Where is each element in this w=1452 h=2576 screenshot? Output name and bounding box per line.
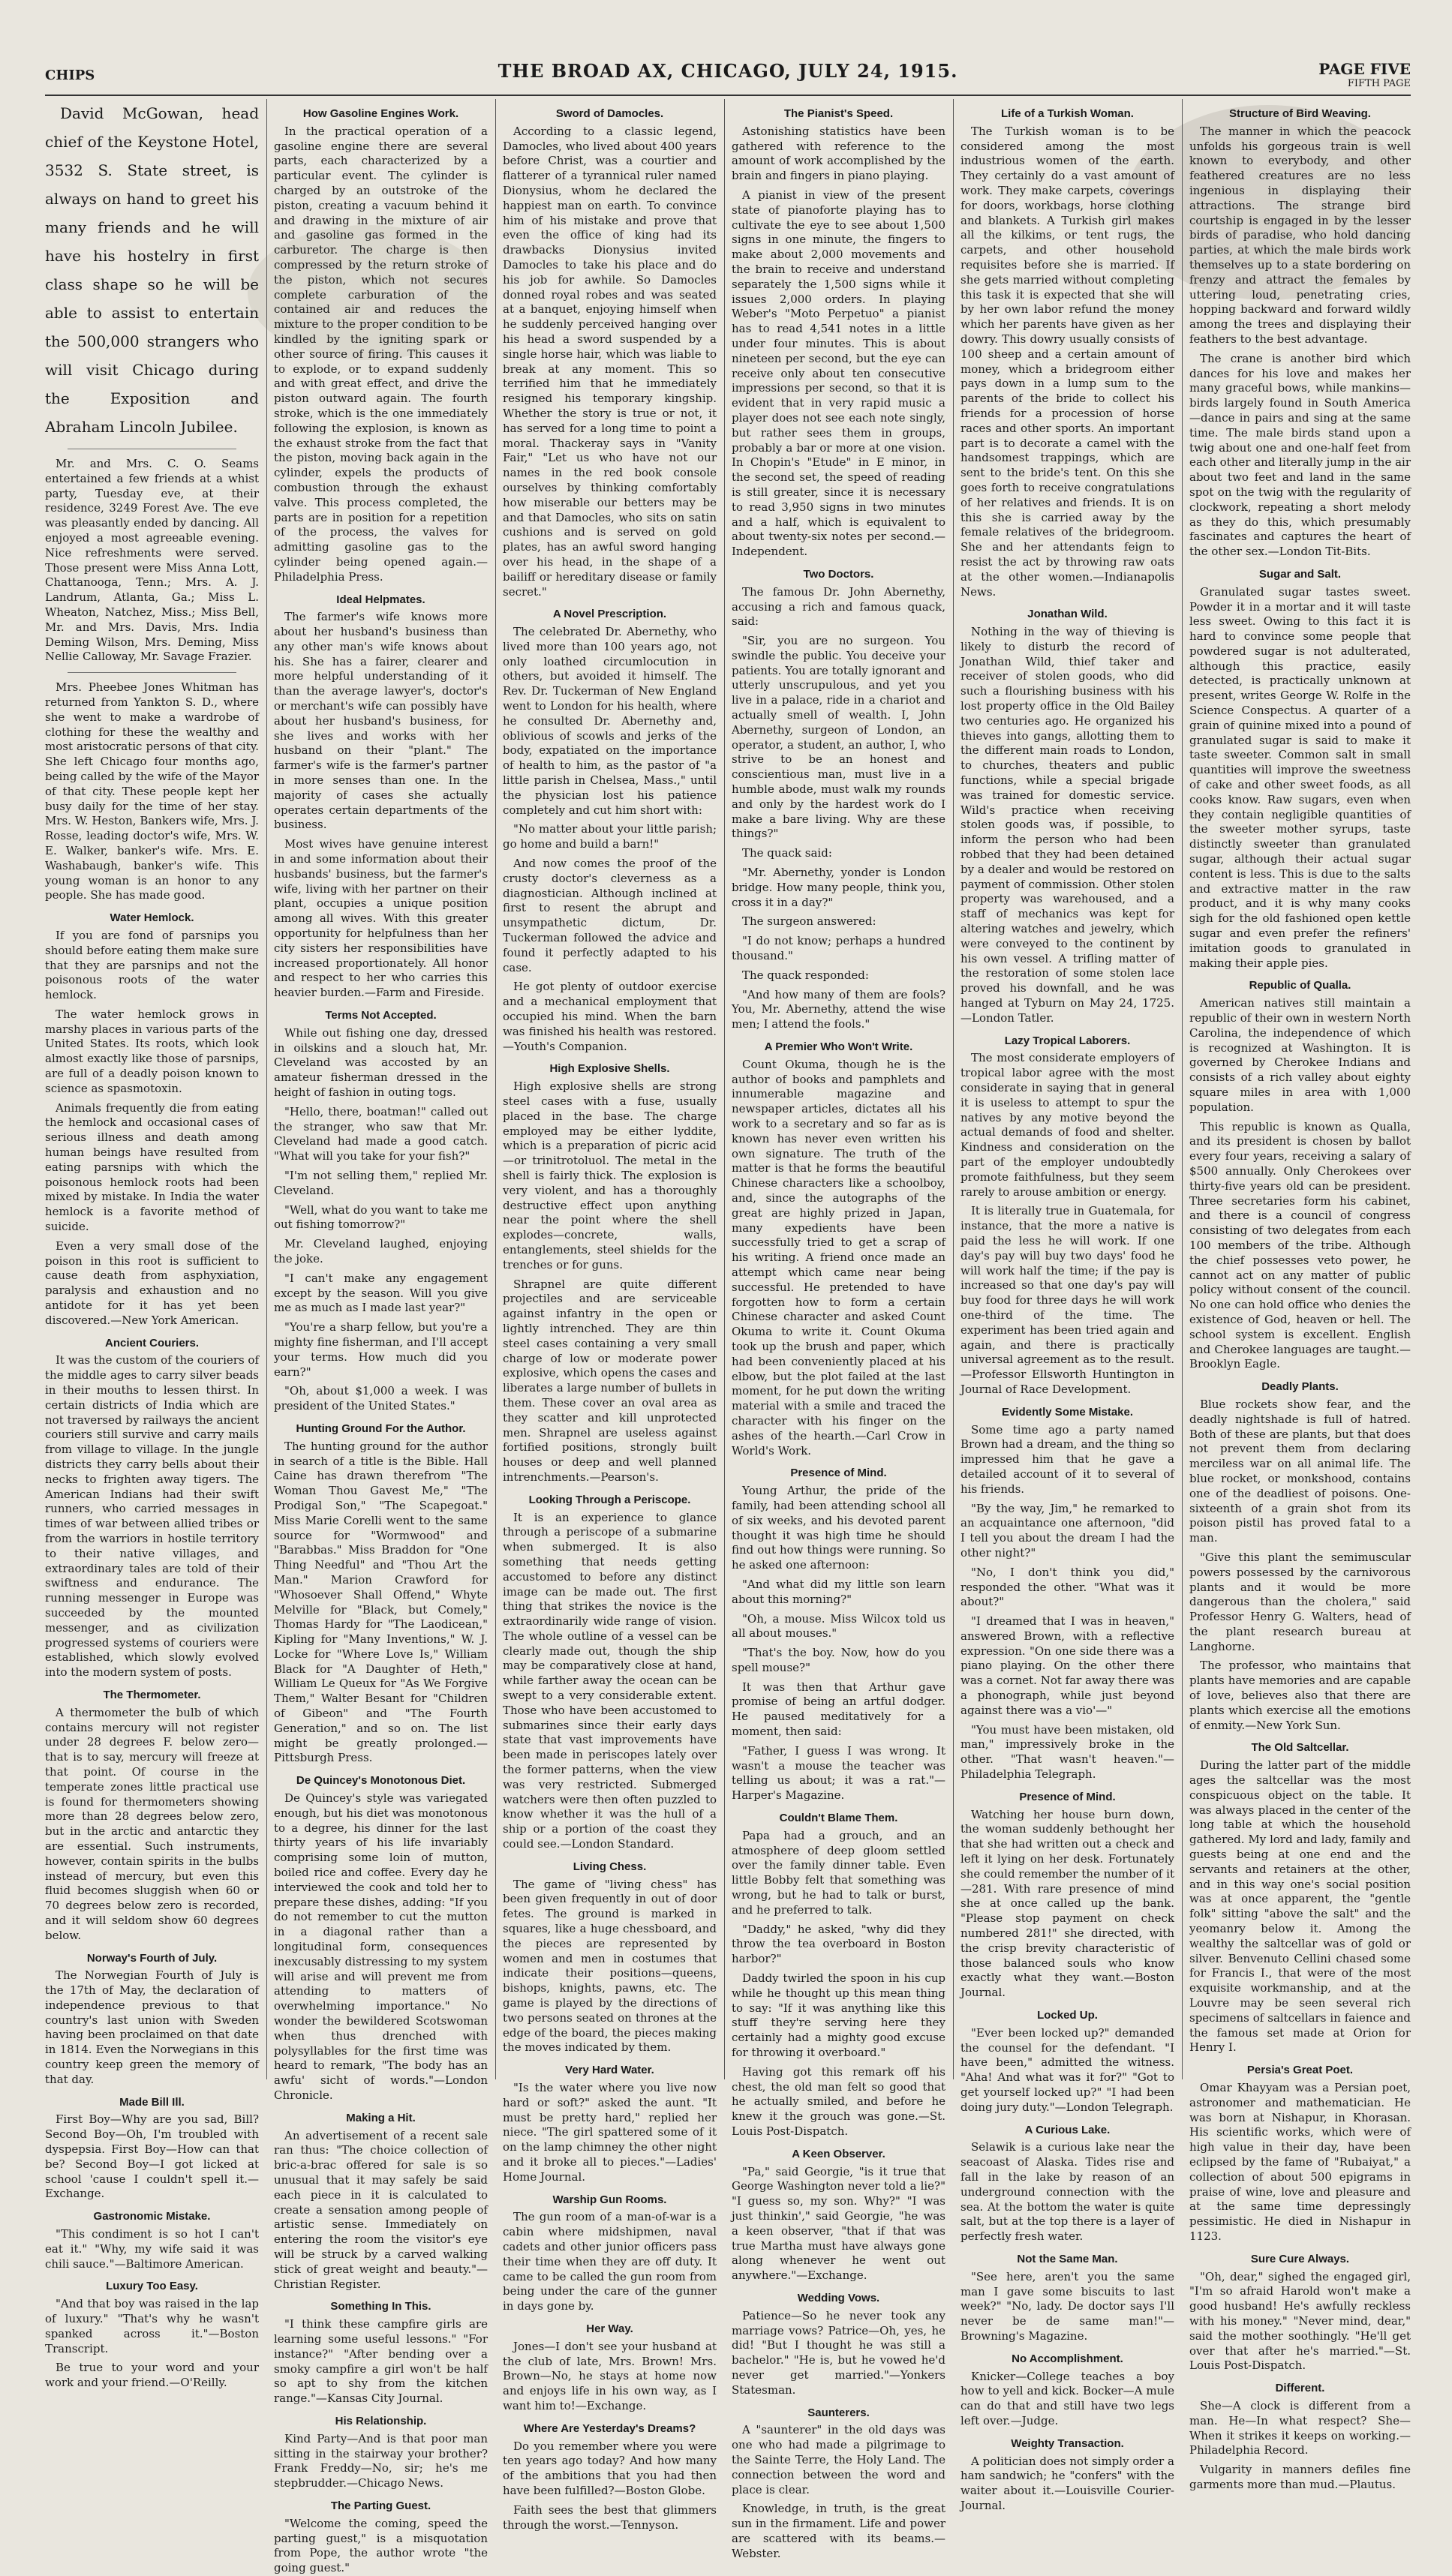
article-paragraph: The manner in which the peacock unfolds his gorgeous train is well known to everybody, and other feathered creatures are no less ingenious in displaying their attractions. The strange bird courtship is engaged in by the lesser birds of paradise, who hold dancing parties, at which the male birds work themselves up to a state bordering on frenzy and attract the females by uttering loud, penetrating cries, hopping backward and forward wildly among the trees and displaying their feathers to the best advantage. [1189, 124, 1411, 346]
article-headline: Water Hemlock. [110, 911, 194, 925]
article-headline: Hunting Ground For the Author. [296, 1422, 466, 1435]
article-paragraph: The Norwegian Fourth of July is the 17th of May, the declaration of independence previous to that country's last union with Sweden having been proclaimed on that date in 1814. Even the Norwegians in this country keep green the memory of that day. [45, 1968, 259, 2086]
section-rule [68, 672, 236, 673]
article-headline: Very Hard Water. [565, 2064, 654, 2077]
article-headline: The Thermometer. [103, 1688, 201, 1701]
article-paragraph: Omar Khayyam was a Persian poet, astronomer and mathematician. He was born at Nishapur, in Khorasan. His scientific works, which were of high value in their day, have been eclipsed by the fame of "Rubaiyat," a collection of about 500 epigrams in praise of wine, love and pleasure and at the same time depressingly pessimistic. He died in Nishapur in 1123. [1189, 2081, 1411, 2243]
page-sub-label: FIFTH PAGE [1347, 78, 1411, 89]
article-paragraph: Blue rockets show fear, and the deadly nightshade is full of hatred. Both of these are plants, but that does not prevent them from declaring merciless war on all animal life. The blue rocket, or monkshood, contains one of the deadliest of poisons. One-sixteenth of a grain shot from its poison pistil has proved fatal to a man. [1189, 1397, 1411, 1545]
article-paragraph: Selawik is a curious lake near the seacoast of Alaska. Tides rise and fall in the lake by reason of an underground connection with the sea. At the bottom the water is quite salt, but at the top there is a layer of perfectly fresh water. [960, 2140, 1174, 2244]
article-paragraph: Be true to your word and your work and your friend.—O'Reilly. [45, 2361, 259, 2390]
article-headline: Ideal Helpmates. [336, 593, 425, 606]
article-paragraph: "Mr. Abernethy, yonder is London bridge. How many people, think you, cross it in a day?" [732, 866, 945, 909]
article-headline: How Gasoline Engines Work. [302, 107, 459, 120]
article-paragraph: "Welcome the coming, speed the parting guest," is a misquotation from Pope, the author wrote "the going guest." [274, 2516, 488, 2575]
article-paragraph: The quack responded: [742, 968, 869, 982]
article-paragraph: Knicker—College teaches a boy how to yell and kick. Bocker—A mule can do that and still have two legs left over.—Judge. [960, 2369, 1174, 2427]
article-headline: A Curious Lake. [1024, 2123, 1111, 2136]
article-paragraph: During the latter part of the middle ages the saltcellar was the most conspicuous object on the table. It was always placed in the center of the long table at which the household gathered. My lord and lady, family and guests being at one end and the servants and retainers at the other, and in this way one's social position was at once apparent, the "gentle folk" sitting "above the salt" and the yeomanry below it. Among the wealthy the saltcellar was of gold or silver. Benvenuto Cellini chased some for Francis I., that were of the most exquisite workmanship, and at the Louvre may be seen several rich specimens of saltcellars in faience and the famous set made at Orion for Henry I. [1189, 1758, 1411, 2055]
article-paragraph: If you are fond of parsnips you should before eating them make sure that they are parsnips and not the poisonous roots of the water hemlock. [45, 928, 259, 1002]
column-3 [503, 99, 717, 2532]
columns [45, 99, 1411, 2575]
article-headline: Made Bill Ill. [119, 2095, 185, 2109]
article-paragraph: A "saunterer" in the old days was one who had made a pilgrimage to the Sainte Terre, the Holy Land. The connection between the word and place is clear. [732, 2423, 945, 2496]
article-paragraph: "You must have been mistaken, old man," impressively broke in the other. "That wasn't heaven."—Philadelphia Telegraph. [960, 1722, 1174, 1782]
article-headline: Her Way. [586, 2322, 633, 2335]
article-headline: The Pianist's Speed. [783, 107, 894, 120]
article-paragraph: The most considerate employers of tropical labor agree with the most considerate in saying that in general it is useless to attempt to spur the natives by any motive beyond the actual demands of food and shelter. Kindness and consideration on the part of the employer undoubtedly promote faithfulness, but they seem rarely to arouse ambition or energy. [960, 1051, 1174, 1199]
article-headline: A Premier Who Won't Write. [764, 1040, 913, 1054]
article-paragraph: American natives still maintain a republic of their own in western North Carolina, the independence of which is recognized at Washington. It is governed by Cherokee Indians and consists of a rich valley about eighty square miles in area with 1,000 population. [1189, 996, 1411, 1114]
article-headline: Living Chess. [573, 1860, 647, 1873]
article-paragraph: An advertisement of a recent sale ran thus: "The choice collection of bric-a-brac offered for sale is so unusual that it may safely be said each piece in it is calculated to create a sensation among people of artistic sense. Immediately on entering the room the visitor's eye will be struck by a carved walking stick of great weight and beauty."—Christian Register. [274, 2128, 488, 2291]
article-paragraph: She—A clock is different from a man. He—In what respect? She—When it strikes it keeps on working.—Philadelphia Record. [1189, 2398, 1411, 2457]
article-headline: Sure Cure Always. [1250, 2252, 1350, 2265]
article-paragraph: The game of "living chess" has been given frequently in out of door fetes. The ground is marked in squares, like a huge chessboard, and the pieces are represented by women and men in costumes that indicate their positions—queens, bishops, knights, pawns, etc. The game is played by the directions of two persons seated on thrones at the edge of the board, the pieces making the moves indicated by them. [503, 1877, 717, 2055]
article-paragraph: Most wives have genuine interest in and some information about their husbands' business, but the farmer's wife, living with her partner on their plant, occupies a unique position among all wives. With this greater opportunity for helpfulness than her city sisters her responsibilities have increased proportionately. All honor and respect to her who carries this heavier burden.—Farm and Fireside. [274, 837, 488, 1000]
article-paragraph: Do you remember where you were ten years ago today? And how many of the ambitions that you had then have been fulfilled?—Boston Globe. [503, 2439, 717, 2497]
article-paragraph: "Daddy," he asked, "why did they throw the tea overboard in Boston harbor?" [732, 1922, 945, 1966]
article-paragraph: "I think these campfire girls are learning some useful lessons." "For instance?" "After bending over a smoky campfire a girl won't be half so apt to shy from the kitchen range."—Kansas City Journal. [274, 2317, 488, 2406]
article-headline: Persia's Great Poet. [1246, 2064, 1354, 2077]
article-paragraph: Animals frequently die from eating the hemlock and occasional cases of serious illness and death among human beings have resulted from eating parsnips with which the poisonous hemlock roots had been mixed by mistake. In India the water hemlock is a favorite method of suicide. [45, 1100, 259, 1234]
article-paragraph: Astonishing statistics have been gathered with reference to the amount of work accomplished by the brain and fingers in piano playing. [732, 124, 945, 183]
article-paragraph: "Is the water where you live now hard or soft?" asked the aunt. "It must be pretty hard," replied her niece. "The girl spattered some of it on the lamp chimney the other night and it broke all to pieces."—Ladies' Home Journal. [503, 2081, 717, 2184]
article-paragraph: "By the way, Jim," he remarked to an acquaintance one afternoon, "did I tell you about the dream I had the other night?" [960, 1501, 1174, 1560]
article-headline: Republic of Qualla. [1249, 979, 1351, 992]
article-headline: Norway's Fourth of July. [86, 1951, 218, 1965]
article-headline: De Quincey's Monotonous Diet. [296, 1774, 466, 1788]
article-paragraph: It was the custom of the couriers of the middle ages to carry silver beads in their mouths to lessen thirst. In certain districts of India which are not traversed by railways the ancient couriers still survive and carry mails from village to village. In the jungle districts they carry bells about their necks to frighten away tigers. The American Indians had their swift runners, who carried messages in times of war between allied tribes or from the warriors in hostile territory to their native villages, and extraordinary tales are told of their swiftness and endurance. The running messenger in Europe was succeeded by the mounted messenger, and as civilization progressed systems of couriers were established, which slowly evolved into the modern system of posts. [45, 1353, 259, 1680]
article-headline: A Keen Observer. [792, 2147, 885, 2160]
page-header [45, 54, 1411, 92]
article-paragraph: Nothing in the way of thieving is likely to disturb the record of Jonathan Wild, thief taker and receiver of stolen goods, who did such a flourishing business with his lost property office in the Old Bailey two centuries ago. He organized his thieves into gangs, allotting them to the different main roads to London, to churches, theaters and public functions, while a special brigade was trained for domestic service. Wild's practice when receiving stolen goods was, if possible, to inform the person who had been robbed that they had been detained by a dealer and would be restored on payment of commission. Other stolen property was warehoused, and a staff of mechanics was kept for altering watches and jewelry, which were conveyed to the continent by his own vessel. A trifling matter of the restoration of some stolen lace proved his downfall, and he was hanged at Tyburn on May 24, 1725.—London Tatler. [960, 625, 1174, 1025]
article-paragraph: De Quincey's style was variegated enough, but his diet was monotonous to a degree, his dinner for the last thirty years of his life invariably comprising some loin of mutton, boiled rice and coffee. Every day he interviewed the cook and told her to prepare these dishes, adding: "If you do not remember to cut the mutton in a diagonal rather than a longitudinal form, consequences inexcusably distressing to my system will arise and will prevent me from attending to matters of overwhelming importance." No wonder the bewildered Scotswoman when thus drenched with polysyllables for the first time was heard to remark, "The body has an awfu' sicht of words."—London Chronicle. [274, 1791, 488, 2102]
article-paragraph: Mr. and Mrs. C. O. Seams entertained a few friends at a whist party, Tuesday eve, at their residence, 3249 Forest Ave. The eve was pleasantly ended by dancing. All enjoyed a most agreeable evening. Nice refreshments were served. Those present were Miss Anna Lott, Chattanooga, Tenn.; Mrs. A. J. Landrum, Atlanta, Ga.; Miss L. Wheaton, Natchez, Miss.; Miss Bell, Mr. and Mrs. Davis, Mrs. India Deming Wilson, Mrs. Deming, Miss Nellie Calloway, Mr. Savage Frazier. [45, 457, 259, 664]
article-headline: Luxury Too Easy. [106, 2280, 198, 2293]
article-paragraph: According to a classic legend, Damocles, who lived about 400 years before Christ, was a courtier and flatterer of a tyrannical ruler named Dionysius, whom he declared the happiest man on earth. To convince him of his mistake and prove that even the office of king had its drawbacks Dionysius invited Damocles to take his place and do his job for awhile. So Damocles donned royal robes and was seated at a banquet, enjoying himself when he suddenly perceived hanging over his head a sword suspended by a single horse hair, which was liable to break at any moment. This so terrified him that he immediately resigned his temporary kingship. Whether the story is true or not, it has served for a long time to point a moral. Thackeray says in "Vanity Fair," "Let us who have not our names in the red book console ourselves by thinking comfortably how miserable our betters may be and that Damocles, who sits on satin cushions and is served on gold plates, has an awful sword hanging over his head, in the shape of a bailiff or hereditary disease or family secret." [503, 124, 717, 599]
article-paragraph: Granulated sugar tastes sweet. Powder it in a mortar and it will taste less sweet. Owing to this fact it is hard to convince some people that powdered sugar is not adulterated, although this practice, easily detected, is practically unknown at present, writes George W. Rolfe in the Science Conspectus. A quarter of a grain of quinine mixed into a pound of granulated sugar is said to make it taste sweeter. Common salt in small quantities will improve the sweetness of cake and other sweet foods, as all cooks know. Raw sugars, even when they contain negligible quantities of the sweeter mother syrups, taste distinctly sweeter than granulated sugar, although their actual sugar content is less. This is due to the salts and extractive matter in the raw product, and it is why many cooks sigh for the old fashioned open kettle sugar and even prefer the refiners' imitation goods to granulated in making their apple pies. [1189, 584, 1411, 970]
article-headline: A Novel Prescription. [552, 608, 667, 621]
article-paragraph: Jones—I don't see your husband at the club of late, Mrs. Brown! Mrs. Brown—No, he stays at home now and enjoys life in his own way, as I want him to!—Exchange. [503, 2339, 717, 2412]
article-headline: Ancient Couriers. [104, 1336, 200, 1350]
article-headline: No Accomplishment. [1012, 2352, 1123, 2365]
article-paragraph: Vulgarity in manners defiles fine garments more than mud.—Plautus. [1189, 2463, 1411, 2491]
article-headline: Structure of Bird Weaving. [1229, 107, 1371, 120]
article-paragraph: Mr. Cleveland laughed, enjoying the joke. [274, 1237, 488, 1265]
article-paragraph: "Oh, dear," sighed the engaged girl, "I'm so afraid Harold won't make a good husband! He's awfully reckless with his money." "Never mind, dear," said the mother soothingly. "He'll get over that after he's married."—St. Louis Post-Dispatch. [1189, 2269, 1411, 2373]
masthead: THE BROAD AX, CHICAGO, JULY 24, 1915. [498, 60, 958, 82]
article-paragraph: "You're a sharp fellow, but you're a mighty fine fisherman, and I'll accept your terms. How much did you earn?" [274, 1320, 488, 1379]
article-paragraph: Daddy twirled the spoon in his cup while he thought up this mean thing to say: "If it was anything like this stuff they're serving here they certainly had a mighty good excuse for throwing it overboard." [732, 1971, 945, 2060]
article-paragraph: Kind Party—And is that poor man sitting in the stairway your brother? Frank Freddy—No, sir; he's me stepbrudder.—Chicago News. [274, 2431, 488, 2490]
article-paragraph: Some time ago a party named Brown had a dream, and the thing so impressed him that he gave a detailed account of it to several of his friends. [960, 1422, 1174, 1496]
header-rule [45, 95, 1411, 96]
article-headline: Jonathan Wild. [1027, 608, 1108, 621]
article-paragraph: "No matter about your little parish; go home and build a barn!" [503, 822, 717, 851]
article-paragraph: Faith sees the best that glimmers through the worst.—Tennyson. [503, 2502, 717, 2532]
article-paragraph: The famous Dr. John Abernethy, accusing a rich and famous quack, said: [732, 584, 945, 629]
article-paragraph: "That's the boy. Now, how do you spell mouse?" [732, 1646, 945, 1674]
article-paragraph: "Sir, you are no surgeon. You swindle the public. You deceive your patients. You are totally ignorant and utterly unscrupulous, and yet you live in a palace, ride in a chariot and actually smell of wealth. I, John Abernethy, surgeon of London, an operator, a student, an author, I, who strive to be an honest and conscientious man, must live in a humble abode, must walk my rounds and only by the hardest work do I make a bare living. Why are these things?" [732, 634, 945, 841]
article-paragraph: "Pa," said Georgie, "is it true that George Washington never told a lie?" "I guess so, my son. Why?" "I was just thinkin'," said Georgie, "he was a keen observer, "that if that was true Martha must have always gone along whenever he went out anywhere."—Exchange. [732, 2164, 945, 2283]
article-paragraph: A thermometer the bulb of which contains mercury will not register under 28 degrees F. below zero—that is to say, mercury will freeze at that point. Of course in the temperate zones little practical use is found for thermometers showing more than 28 degrees below zero, but in the arctic and antarctic they are essential. Such instruments, however, contain spirits in the bulbs instead of mercury, but even this fluid becomes sluggish when 60 or 70 degrees below zero is recorded, and it will seldom show 60 degrees below. [45, 1705, 259, 1942]
article-paragraph: "This condiment is so hot I can't eat it." "Why, my wife said it was chili sauce."—Baltimore American. [45, 2227, 259, 2271]
article-paragraph: It is an experience to glance through a periscope of a submarine when submerged. It is also something that needs getting accustomed to before any distinct image can be made out. The first thing that strikes the novice is the extraordinarily wide range of vision. The whole outline of a vessel can be clearly made out, though the ship may be comparatively close at hand, while farther away the ocean can be swept to a very considerable extent. Those who have been accustomed to submarines since their early days state that vast improvements have been made in periscopes lately over the former patterns, when the view was very restricted. Submerged watchers were then often puzzled to know whether it was the hull of a ship or a portion of the coast they could see.—London Standard. [503, 1510, 717, 1851]
article-paragraph: Young Arthur, the pride of the family, had been attending school all of six weeks, and his devoted parent thought it was high time he should find out how things were running. So he asked one afternoon: [732, 1484, 945, 1572]
article-headline: Locked Up. [1037, 2009, 1098, 2022]
article-headline: The Old Saltcellar. [1251, 1741, 1349, 1755]
article-paragraph: A politician does not simply order a ham sandwich; he "confers" with the waiter about it.—Louisville Courier-Journal. [960, 2454, 1174, 2512]
article-paragraph: The celebrated Dr. Abernethy, who lived more than 100 years ago, not only loathed circumlocution in others, but avoided it himself. The Rev. Dr. Tuckerman of New England went to London for his health, where he consulted Dr. Abernethy and, oblivious of scowls and jerks of the body, expatiated on the importance of health to him, as the pastor of "a little parish in Chelsea, Mass.," until the physician lost his patience completely and cut him short with: [503, 625, 717, 817]
article-paragraph: High explosive shells are strong steel cases with a fuse, usually placed in the base. The charge employed may be either lyddite, which is a preparation of picric acid—or trinitrotoluol. The metal in the shell is fairly thick. The explosion is very violent, and has a thoroughly destructive effect upon anything near the point where the shell explodes—concrete, walls, entanglements, steel shields for the trenches or for guns. [503, 1079, 717, 1271]
article-headline: Different. [1275, 2382, 1325, 2395]
article-paragraph: The gun room of a man-of-war is a cabin where midshipmen, naval cadets and other junior officers pass their time when they are off duty. It came to be called the gun room from being under the care of the gunner in days gone by. [503, 2210, 717, 2313]
article-paragraph: This republic is known as Qualla, and its president is chosen by ballot every four years, receiving a salary of $500 annually. Only Cherokees over thirty-five years old can be president. Three secretaries form his cabinet, and there is a council of congress consisting of two delegates from each 100 members of the tribe. Although the chief possesses veto power, he cannot act on any matter of public policy without consent of the council. No one can hold office who denies the existence of God, heaven or hell. The school system is excellent. English and Cherokee languages are taught.—Brooklyn Eagle. [1189, 1119, 1411, 1371]
article-headline: Presence of Mind. [1019, 1790, 1116, 1803]
article-paragraph: The surgeon answered: [742, 914, 876, 929]
article-headline: Sword of Damocles. [555, 107, 664, 120]
article-headline: Not the Same Man. [1017, 2252, 1118, 2265]
article-paragraph: Mrs. Pheebee Jones Whitman has returned from Yankton S. D., where she went to make a wardrobe of clothing for these the wealthy and most aristocratic persons of that city. She left Chicago four months ago, being called by the wife of the Mayor of that city. These people kept her busy daily for the time of her stay. Mrs. W. Heston, Bankers wife, Mrs. J. Rosse, leading doctor's wife, Mrs. W. E. Walker, banker's wife. Mrs. E. Washabaugh, banker's wife. This young woman is an honor to any people. She has made good. [45, 680, 259, 902]
article-paragraph: While out fishing one day, dressed in oilskins and a slouch hat, Mr. Cleveland was accosted by an amateur fisherman dressed in the height of fashion in outing togs. [274, 1025, 488, 1099]
page-label: PAGE FIVE [1318, 60, 1411, 78]
article-paragraph: "Well, what do you want to take me out fishing tomorrow?" [274, 1202, 488, 1232]
column-5 [960, 99, 1174, 2512]
article-paragraph: He got plenty of outdoor exercise and a mechanical employment that occupied his mind. When the barn was finished his health was restored.—Youth's Companion. [503, 980, 717, 1053]
article-paragraph: "Father, I guess I was wrong. It wasn't a mouse the teacher was telling us about; it was a rat."—Harper's Magazine. [732, 1743, 945, 1803]
article-headline: Evidently Some Mistake. [1001, 1405, 1134, 1419]
article-paragraph: The quack said: [742, 846, 832, 860]
article-headline: Wedding Vows. [797, 2291, 880, 2304]
article-paragraph: "I'm not selling them," replied Mr. Cleveland. [274, 1168, 488, 1197]
article-headline: Two Doctors. [803, 567, 874, 581]
article-paragraph: "Ever been locked up?" demanded the counsel for the defendant. "I have been," admitted the witness. "Aha! And what was it for?" "Got to get yourself locked up?" "I had been doing jury duty."—London Telegraph. [960, 2025, 1174, 2114]
article-headline: Looking Through a Periscope. [528, 1493, 691, 1506]
article-paragraph: "Oh, about $1,000 a week. I was president of the United States." [274, 1384, 488, 1413]
article-headline: Deadly Plants. [1261, 1380, 1339, 1394]
article-headline: His Relationship. [335, 2414, 427, 2427]
article-paragraph: Even a very small dose of the poison in this root is sufficient to cause death from asphyxiation, paralysis and exhaustion and no antidote for it has yet been discovered.—New York American. [45, 1238, 259, 1327]
article-paragraph: Watching her house burn down, the woman suddenly bethought her that she had written out a check and left it lying on her desk. Fortunately she could remember the number of it—281. With rare presence of mind she at once called up the bank. "Please stop payment on check numbered 281!" she directed, with the crisp brevity characteristic of those balanced souls who know exactly what they want.—Boston Journal. [960, 1807, 1174, 2000]
article-headline: Making a Hit. [346, 2111, 416, 2124]
article-paragraph: "Hello, there, boatman!" called out the stranger, who saw that Mr. Cleveland had made a good catch. "What will you take for your fish?" [274, 1104, 488, 1163]
column-1 [45, 99, 259, 2390]
article-paragraph: "And that boy was raised in the lap of luxury." "That's why he wasn't spanked across it."—Boston Transcript. [45, 2297, 259, 2355]
article-paragraph: "Give this plant the semimuscular powers possessed by the carnivorous plants and it would be more dangerous than the cholera," said Professor Henry G. Walters, head of the plant research bureau at Langhorne. [1189, 1550, 1411, 1653]
article-headline: Gastronomic Mistake. [93, 2210, 211, 2223]
article-paragraph: Having got this remark off his chest, the old man felt so good that he actually smiled, and before he knew it the grouch was gone.—St. Louis Post-Dispatch. [732, 2064, 945, 2138]
article-headline: Weighty Transaction. [1011, 2436, 1124, 2450]
article-paragraph: The Turkish woman is to be considered among the most industrious women of the earth. They certainly do a vast amount of work. They make carpets, coverings for doors, workbags, horse clothing and blankets. A Turkish girl makes all the kilkims, or tent rugs, the carpets, and other household requisites before she is married. If she gets married without completing this task it is expected that she will by her own labor refund the money which her parents have given as her dowry. This dowry usually consists of 100 sheep and a certain amount of money, which a bridegroom either pays down in a lump sum to the parents of the bride to collect his friends for a procession of horse races and other sports. An important part is to decorate a camel with the handsomest trappings, which are sent to the bride's tent. On this she goes forth to receive congratulations of her relatives and friends. It is on this she is carried away by the female relatives of the bridegroom. She and her attendants feign to resist the act by throwing raw oats at the other women.—Indianapolis News. [960, 124, 1174, 599]
column-heading: CHIPS [45, 68, 95, 83]
article-headline: Life of a Turkish Woman. [1001, 107, 1134, 120]
article-paragraph: Knowledge, in truth, is the great sun in the firmament. Life and power are scattered with its beams.—Webster. [732, 2502, 945, 2560]
article-headline: Lazy Tropical Laborers. [1004, 1034, 1131, 1047]
article-paragraph: "See here, aren't you the same man I gave some biscuits to last week?" "No, lady. De doctor says I'll never be de same man!"—Browning's Magazine. [960, 2269, 1174, 2343]
article-paragraph: "I do not know; perhaps a hundred thousand." [732, 934, 945, 963]
column-6 [1189, 99, 1411, 2491]
article-paragraph: "And how many of them are fools? You, Mr. Abernethy, attend the wise men; I attend the fools." [732, 987, 945, 1031]
article-paragraph: Patience—So he never took any marriage vows? Patrice—Oh, yes, he did! "But I thought he was still a bachelor." "He is, but he vowed he'd never get married."—Yonkers Statesman. [732, 2308, 945, 2397]
article-paragraph: It is literally true in Guatemala, for instance, that the more a native is paid the less he will work. If one day's pay will buy two days' food he will work half the time; if the pay is increased so that one day's pay will buy food for three days he will work one-third of the time. The experiment has been tried again and again, and there is practically universal agreement as to the result.—Professor Ellsworth Huntington in Journal of Race Development. [960, 1204, 1174, 1396]
article-paragraph: In the practical operation of a gasoline engine there are several parts, each characterized by a particular event. The cylinder is charged by an outstroke of the piston, creating a vacuum behind it and drawing in the mixture of air and gasoline gas formed in the carburetor. The charge is then compressed by the return stroke of the piston, which not secures complete carburation of the contained air and reduces the mixture to the proper condition to be kindled by the igniting spark or other source of firing. This causes it to explode, or to expand suddenly and with great effect, and drive the piston outward again. The fourth stroke, which is the one immediately following the explosion, is known as the exhaust stroke from the fact that the piston, moving back again in the cylinder, expels the products of combustion through the exhaust valve. This process completed, the parts are in position for a repetition of the process, the valves for admitting gasoline gas to the cylinder being opened again.—Philadelphia Press. [274, 124, 488, 584]
article-headline: Warship Gun Rooms. [552, 2193, 667, 2206]
column-2 [274, 99, 488, 2575]
article-headline: Couldn't Blame Them. [779, 1812, 898, 1825]
article-headline: Presence of Mind. [790, 1467, 887, 1480]
article-headline: Saunterers. [807, 2406, 870, 2419]
article-headline: Something In This. [330, 2300, 431, 2313]
article-paragraph: "No, I don't think you did," responded the other. "What was it about?" [960, 1565, 1174, 1609]
article-paragraph: And now comes the proof of the crusty doctor's cleverness as a diagnostician. Although inclined at first to resent the abrupt and unsympathetic dictum, Dr. Tuckerman followed the advice and found it perfectly adapted to his case. [503, 857, 717, 974]
page-number [1318, 60, 1411, 89]
article-headline: Where Are Yesterday's Dreams? [523, 2421, 696, 2435]
article-paragraph: "I dreamed that I was in heaven," answered Brown, with a reflective expression. "On one side there was a piano playing. On the other there was a cornet. Not far away there was a phonograph, while just beyond against there was a vio'—" [960, 1614, 1174, 1717]
article-paragraph: "And what did my little son learn about this morning?" [732, 1577, 945, 1606]
article-paragraph: The professor, who maintains that plants have memories and are capable of love, believes also that there are plants which exercise all the emotions of enmity.—New York Sun. [1189, 1659, 1411, 1732]
article-paragraph: A pianist in view of the present state of pianoforte playing has to cultivate the eye to see about 1,500 signs in one minute, the fingers to make about 2,000 movements and the brain to receive and understand separately the 1,500 signs while it issues 2,000 orders. In playing Weber's "Moto Perpetuo" a pianist has to read 4,541 notes in a little under four minutes. This is about nineteen per second, but the eye can receive only about ten consecutive impressions per second, so that it is evident that in very rapid music a player does not see each note singly, but rather sees them in groups, probably a bar or more at one vision. In Chopin's "Etude" in E minor, in the second set, the speed of reading is still greater, since it is necessary to read 3,950 signs in two minutes and a half, which is equivalent to about twenty-six notes per second.—Independent. [732, 188, 945, 559]
article-paragraph: David McGowan, head chief of the Keystone Hotel, 3532 S. State street, is always on hand to greet his many friends and he will have his hostelry in first class shape so he will be able to assist to entertain the 500,000 strangers who will visit Chicago during the Exposition and Abraham Lincoln Jubilee. [45, 104, 259, 436]
article-paragraph: Shrapnel are quite different projectiles and are serviceable against infantry in the open or lightly intrenched. They are thin steel cases containing a very small charge of low or moderate power explosive, which opens the cases and liberates a large number of bullets in them. These cover an oval area as they scatter and kill unprotected men. Shrapnel are useless against fortified positions, strongly built houses or deep and well planned intrenchments.—Pearson's. [503, 1277, 717, 1484]
article-paragraph: The hunting ground for the author in search of a title is the Bible. Hall Caine has drawn therefrom "The Woman Thou Gavest Me," "The Prodigal Son," "The Scapegoat." Miss Marie Corelli went to the same source for "Wormwood" and "Barabbas." Miss Braddon for "One Thing Needful" and "Thou Art the Man." Marion Crawford for "Whosoever Shall Offend," Whyte Melville for "Black, but Comely," Thomas Hardy for "The Laodicean," Kipling for "Many Inventions," W. J. Locke for "Where Love Is," William Black for "A Daughter of Heth," William Le Queux for "As We Forgive Them," Walter Besant for "Children of Gibeon" and "The Fourth Generation," and so on. The list might be greatly prolonged.—Pittsburgh Press. [274, 1439, 488, 1765]
article-headline: Terms Not Accepted. [325, 1009, 437, 1022]
article-paragraph: "I can't make any engagement except by the season. Will you give me as much as I made last year?" [274, 1271, 488, 1315]
article-paragraph: The crane is another bird which dances for his love and makes her many graceful bows, while mankins—birds largely found in South America—dance in pairs and sing at the same time. The male birds stand upon a twig about one and one-half feet from each other and literally jump in the air about two feet and land in the same spot on the twig with the regularity of clockwork, repeating a short melody as they do this, which presumably fascinates and captures the heart of the other sex.—London Tit-Bits. [1189, 351, 1411, 559]
article-paragraph: Count Okuma, though he is the author of books and pamphlets and innumerable magazine and newspaper articles, dictates all his work to a secretary and so far as is known has never even written his own signature. The truth of the matter is that he forms the beautiful Chinese characters like a schoolboy, and, since the autographs of the great are highly prized in Japan, many expedients have been successfully tried to get a scrap of his writing. A friend once made an attempt which came near being successful. He pretended to have forgotten how to form a certain Chinese character and asked Count Okuma to write it. Count Okuma took up the brush and paper, which had been conveniently placed at his elbow, but the plot failed at the last moment, for he put down the writing material with a smile and traced the character with his finger on the ashes of the hearth.—Carl Crow in World's Work. [732, 1057, 945, 1458]
article-headline: High Explosive Shells. [549, 1062, 670, 1076]
article-headline: The Parting Guest. [330, 2499, 431, 2512]
article-paragraph: The farmer's wife knows more about her husband's business than any other man's wife knows about his. She has a fairer, clearer and more helpful understanding of it than the average lawyer's, doctor's or merchant's wife can possibly have about her husband's business, for she lives and works with her husband on their "plant." The farmer's wife is the farmer's partner in more senses than one. In the majority of cases she actually operates certain departments of the business. [274, 610, 488, 832]
article-paragraph: Papa had a grouch, and an atmosphere of deep gloom settled over the family dinner table. Even little Bobby felt that something was wrong, but he had to talk or burst, and he preferred to talk. [732, 1828, 945, 1917]
article-paragraph: "Oh, a mouse. Miss Wilcox told us all about mouses." [732, 1611, 945, 1641]
article-paragraph: The water hemlock grows in marshy places in various parts of the United States. Its roots, which look almost exactly like those of parsnips, are full of a deadly poison known to science as spasmotoxin. [45, 1007, 259, 1095]
column-4 [732, 99, 945, 2560]
article-headline: Sugar and Salt. [1258, 567, 1342, 581]
article-paragraph: It was then that Arthur gave promise of being an artful dodger. He paused meditatively for a moment, then said: [732, 1680, 945, 1739]
article-paragraph: First Boy—Why are you sad, Bill? Second Boy—Oh, I'm troubled with dyspepsia. First Boy—How can that be? Second Boy—I got licked at school 'cause I couldn't spell it.—Exchange. [45, 2112, 259, 2201]
